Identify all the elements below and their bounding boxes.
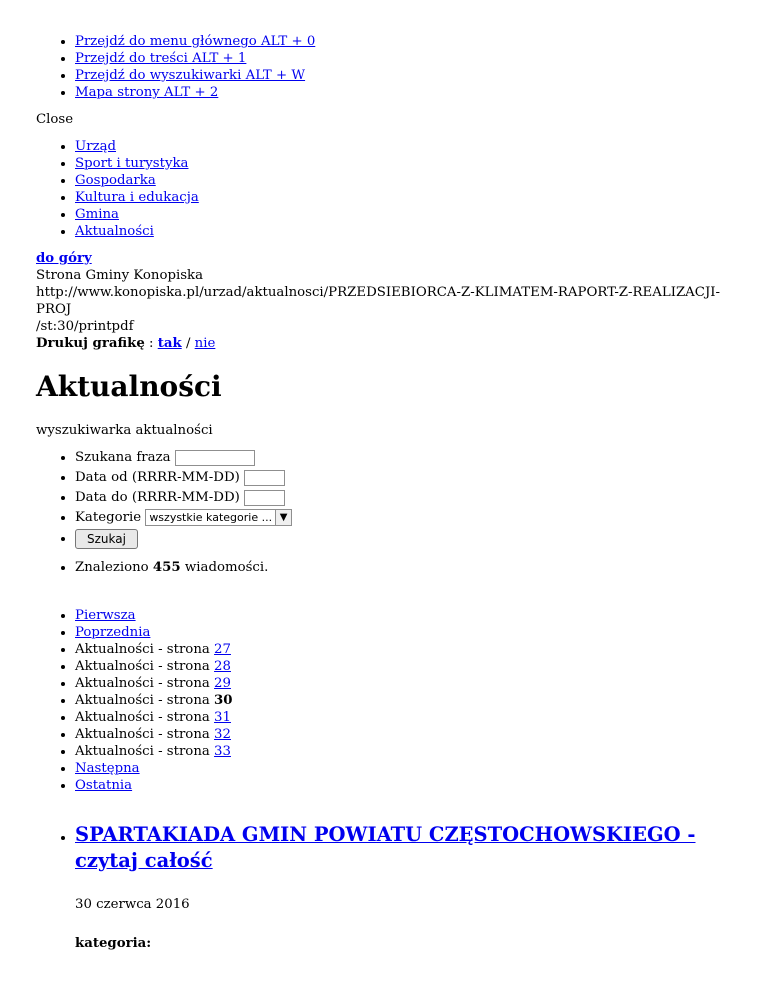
skip-link-main-menu[interactable]: Przejdź do menu głównego ALT + 0: [75, 34, 316, 49]
category-select[interactable]: [145, 509, 292, 526]
results-summary: [36, 559, 732, 576]
pagination-item: [75, 675, 732, 692]
skip-link-item: [75, 50, 732, 67]
main-menu-urzad[interactable]: Urząd: [75, 139, 117, 154]
skip-link-content[interactable]: Przejdź do treści ALT + 1: [75, 51, 247, 66]
phrase-label: Szukana fraza: [75, 450, 171, 465]
back-to-top-link[interactable]: do góry: [36, 251, 92, 266]
pagination-item: [75, 692, 732, 709]
search-button[interactable]: Szukaj: [75, 529, 138, 549]
skip-link-sitemap[interactable]: Mapa strony ALT + 2: [75, 85, 219, 100]
main-menu-aktualnosci[interactable]: Aktualności: [75, 224, 154, 239]
skip-link-item: [75, 84, 732, 101]
dropdown-arrow-icon: ▼: [275, 510, 291, 525]
news-date: 30 czerwca 2016: [75, 897, 190, 912]
date-from-label: Data od (RRRR-MM-DD): [75, 470, 240, 485]
results-count-item: [75, 559, 732, 576]
search-form: [36, 449, 732, 549]
main-menu-sport[interactable]: Sport i turystyka: [75, 156, 189, 171]
pagination-page-33[interactable]: 33: [214, 744, 231, 759]
main-menu: [36, 138, 732, 240]
results-prefix: Znaleziono: [75, 560, 153, 575]
news-item: [75, 822, 732, 952]
news-title-link[interactable]: SPARTAKIADA GMIN POWIATU CZĘSTOCHOWSKIEGO - czytaj całość: [75, 823, 696, 872]
print-graphics-yes-link[interactable]: tak: [157, 336, 182, 351]
news-list: [36, 822, 732, 952]
pagination-item: [75, 743, 732, 760]
main-menu-item: [75, 223, 732, 240]
site-name: Strona Gminy Konopiska: [36, 268, 204, 283]
results-count: 455: [152, 560, 181, 575]
main-menu-item: [75, 206, 732, 223]
search-row-submit: [75, 527, 732, 549]
pagination-current-page: 30: [214, 693, 233, 708]
pagination-item: [75, 641, 732, 658]
pagination-page-prefix: Aktualności - strona: [75, 744, 215, 759]
category-select-value: wszystkie kategorie ...: [149, 511, 273, 524]
pagination-page-prefix: Aktualności - strona: [75, 710, 215, 725]
pagination-page-prefix: Aktualności - strona: [75, 676, 215, 691]
main-menu-item: [75, 172, 732, 189]
print-graphics-no-link[interactable]: nie: [194, 336, 216, 351]
print-graphics-label: Drukuj grafikę: [36, 336, 145, 351]
pagination-page-32[interactable]: 32: [214, 727, 231, 742]
main-menu-gmina[interactable]: Gmina: [75, 207, 119, 222]
page-title: Aktualności: [36, 370, 222, 403]
pagination-page-27[interactable]: 27: [214, 642, 231, 657]
main-menu-item: [75, 138, 732, 155]
search-row-phrase: [75, 449, 732, 466]
pagination-page-prefix: Aktualności - strona: [75, 659, 215, 674]
pagination-item: [75, 726, 732, 743]
pagination-item: [75, 760, 732, 777]
pagination-next[interactable]: Następna: [75, 761, 140, 776]
pagination-page-31[interactable]: 31: [214, 710, 231, 725]
pagination-item: [75, 777, 732, 794]
date-to-label: Data do (RRRR-MM-DD): [75, 490, 240, 505]
skip-link-item: [75, 33, 732, 50]
pagination-item: [75, 607, 732, 624]
skip-link-item: [75, 67, 732, 84]
pagination-page-prefix: Aktualności - strona: [75, 727, 215, 742]
print-graphics-slash: /: [181, 336, 195, 351]
search-row-date-to: [75, 489, 732, 506]
close-label[interactable]: Close: [36, 112, 74, 127]
main-menu-item: [75, 189, 732, 206]
pagination: [36, 607, 732, 794]
pagination-item: [75, 624, 732, 641]
pagination-page-29[interactable]: 29: [214, 676, 231, 691]
page-url-line2: /st:30/printpdf: [36, 319, 134, 334]
pagination-page-28[interactable]: 28: [214, 659, 231, 674]
main-menu-kultura[interactable]: Kultura i edukacja: [75, 190, 199, 205]
search-row-category: [75, 509, 732, 526]
main-menu-item: [75, 155, 732, 172]
category-label: Kategorie: [75, 510, 142, 525]
results-suffix: wiadomości.: [180, 560, 269, 575]
main-menu-gospodarka[interactable]: Gospodarka: [75, 173, 156, 188]
print-graphics-separator: :: [144, 336, 158, 351]
page-url-line1: http://www.konopiska.pl/urzad/aktualnosci/PRZEDSIEBIORCA-Z-KLIMATEM-RAPORT-Z-REALIZACJI-PROJ: [36, 285, 721, 317]
pagination-first[interactable]: Pierwsza: [75, 608, 136, 623]
search-heading: wyszukiwarka aktualności: [36, 423, 213, 438]
print-graphics-row: [36, 335, 732, 352]
pagination-item: [75, 709, 732, 726]
date-from-input[interactable]: [244, 470, 285, 486]
pagination-page-prefix: Aktualności - strona: [75, 693, 215, 708]
pagination-page-prefix: Aktualności - strona: [75, 642, 215, 657]
news-category-label: kategoria:: [75, 936, 152, 951]
phrase-input[interactable]: [175, 450, 255, 466]
pagination-item: [75, 658, 732, 675]
skip-links: [36, 33, 732, 101]
date-to-input[interactable]: [244, 490, 285, 506]
pagination-prev[interactable]: Poprzednia: [75, 625, 151, 640]
pagination-last[interactable]: Ostatnia: [75, 778, 133, 793]
skip-link-search[interactable]: Przejdź do wyszukiwarki ALT + W: [75, 68, 306, 83]
search-row-date-from: [75, 469, 732, 486]
